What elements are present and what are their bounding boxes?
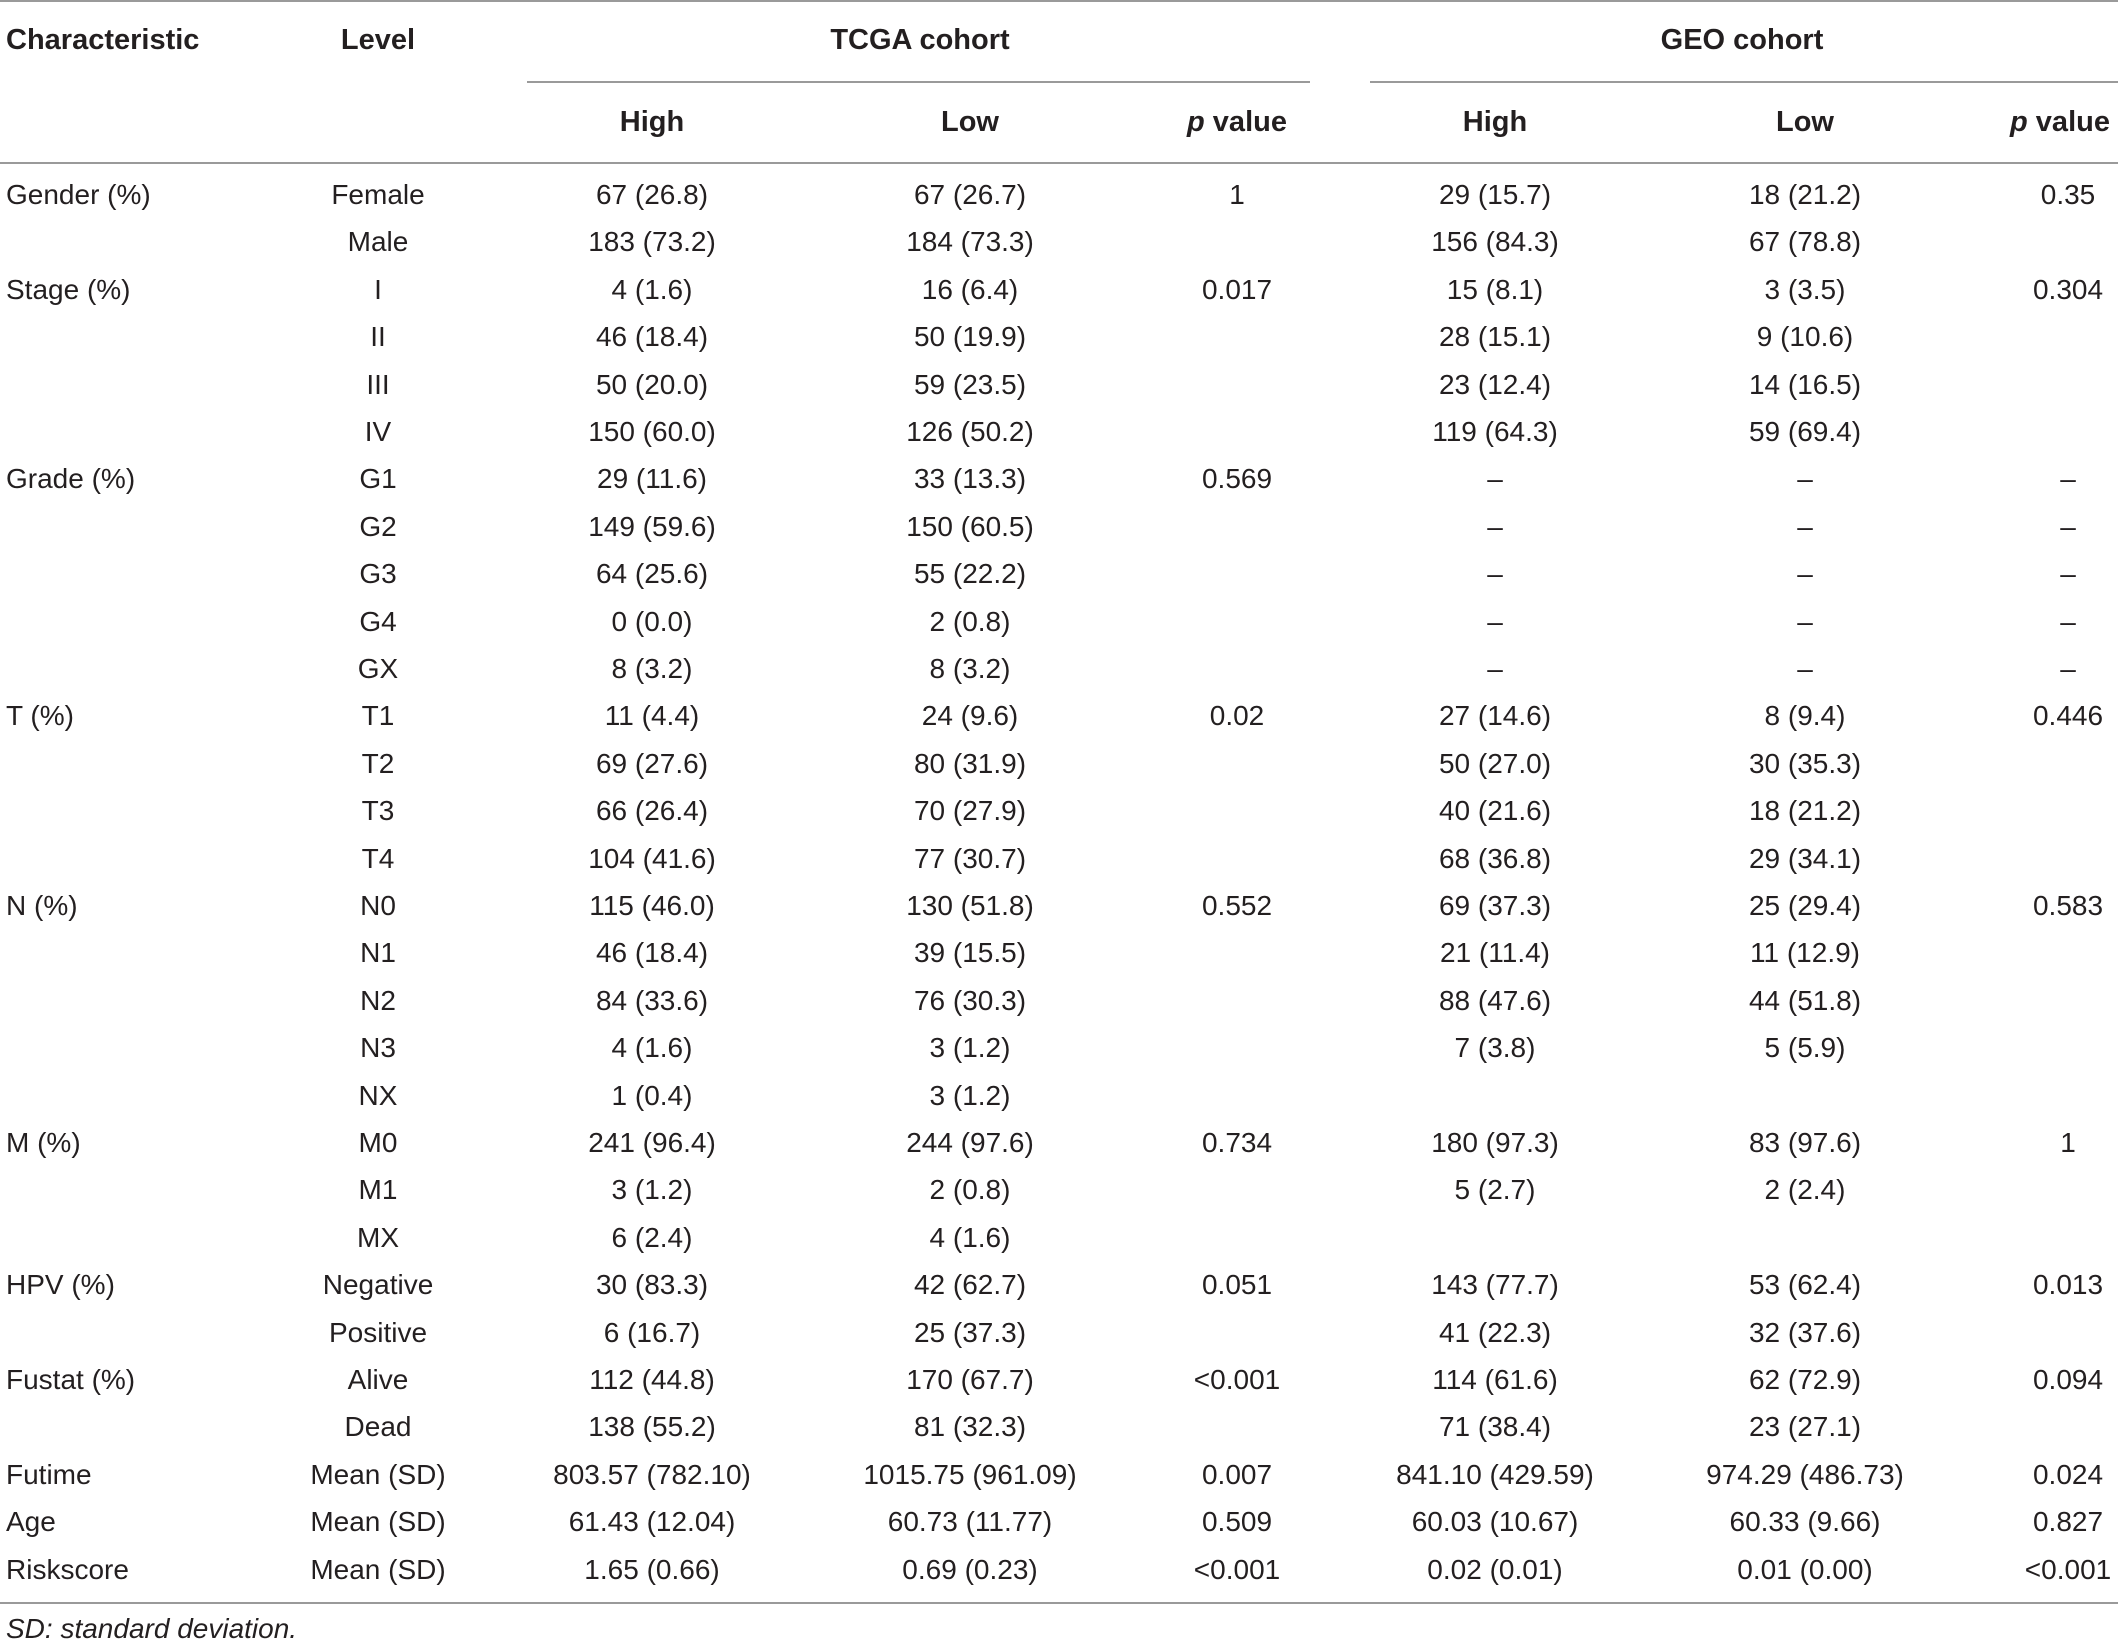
- table-row: [0, 503, 2118, 550]
- cell-geo-high-text: 5 (2.7): [1454, 1174, 1536, 1206]
- cell-geo-p-value-text: 0.827: [2032, 1506, 2104, 1538]
- cell-geo-low-text: 14 (16.5): [1748, 368, 1862, 400]
- cell-geo-high-text: 60.03 (10.67): [1411, 1506, 1579, 1538]
- cell-level-text: Dead: [344, 1411, 412, 1443]
- header-geo-text: GEO cohort: [1660, 24, 1824, 56]
- cell-tcga-low-text: 2 (0.8): [929, 1174, 1011, 1206]
- table-row: [0, 882, 2118, 929]
- cell-geo-low-text: –: [1797, 510, 1813, 542]
- cell-tcga-high-text: 241 (96.4): [588, 1127, 716, 1158]
- table-row: [0, 1309, 2118, 1356]
- cell-level-text: Positive: [328, 1316, 428, 1348]
- cell-tcga-high-text: 6 (2.4): [611, 1221, 693, 1253]
- table-row: [0, 1072, 2118, 1119]
- cell-geo-low-text: –: [1797, 558, 1813, 590]
- footnote: SD: standard deviation.: [6, 1613, 298, 1644]
- cell-tcga-high-text: 3 (1.2): [611, 1174, 693, 1206]
- cell-tcga-low-text: 244 (97.6): [906, 1127, 1034, 1158]
- cell-geo-high-text: 29 (15.7): [1438, 179, 1552, 210]
- cell-geo-high-text: –: [1487, 558, 1503, 590]
- cell-characteristic-text: Age: [6, 1506, 56, 1538]
- table-row: [0, 1356, 2118, 1403]
- cell-tcga-high-text: 149 (59.6): [588, 510, 716, 542]
- cell-geo-low-text: 23 (27.1): [1748, 1411, 1862, 1443]
- cell-tcga-high-text: 30 (83.3): [595, 1269, 709, 1301]
- cell-geo-low-text: 44 (51.8): [1748, 984, 1862, 1016]
- cell-geo-high-text: 119 (64.3): [1432, 416, 1558, 447]
- cell-level-text: G1: [359, 463, 397, 495]
- cell-level-text: II: [370, 321, 386, 353]
- table-row: [0, 1214, 2118, 1261]
- table-row: [0, 1451, 2118, 1498]
- cell-geo-high-text: 28 (15.1): [1438, 321, 1552, 353]
- table-row: [0, 408, 2118, 455]
- cell-tcga-high-text: 4 (1.6): [611, 273, 693, 305]
- cell-level-text: T1: [361, 700, 395, 732]
- cell-characteristic-text: Fustat (%): [6, 1364, 136, 1395]
- cell-level-text: N2: [360, 984, 396, 1016]
- cell-geo-low-text: 9 (10.6): [1756, 321, 1854, 353]
- table-row: [0, 787, 2118, 834]
- cell-geo-p-value-text: 0.094: [2032, 1364, 2104, 1395]
- cell-geo-low-text: 2 (2.4): [1764, 1174, 1846, 1206]
- table-row: [0, 1119, 2118, 1166]
- cell-level-text: N3: [360, 1032, 396, 1064]
- cell-tcga-high-text: 104 (41.6): [588, 842, 716, 874]
- cell-tcga-low-text: 4 (1.6): [929, 1221, 1011, 1253]
- cell-characteristic: [6, 882, 78, 929]
- cell-level-text: G4: [359, 605, 397, 637]
- cell-tcga-high-text: 46 (18.4): [595, 321, 709, 353]
- cell-tcga-low-text: 184 (73.3): [906, 226, 1034, 258]
- cell-level-text: Negative: [322, 1269, 434, 1301]
- cell-tcga-low-text: 8 (3.2): [929, 653, 1011, 684]
- cell-tcga-low-text: 42 (62.7): [913, 1269, 1027, 1301]
- cell-level-text: M0: [358, 1127, 398, 1158]
- cell-level-text: T3: [361, 795, 395, 827]
- cell-level-text: III: [366, 368, 390, 400]
- cell-tcga-high-text: 11 (4.4): [604, 700, 700, 732]
- cell-tcga-low-text: 126 (50.2): [906, 416, 1034, 447]
- cell-tcga-high-text: 46 (18.4): [595, 937, 709, 969]
- cell-tcga-high-text: 0 (0.0): [611, 605, 693, 637]
- header-level-text: Level: [340, 24, 416, 56]
- cell-geo-high-text: 180 (97.3): [1431, 1127, 1559, 1158]
- table-row: [0, 171, 2118, 218]
- cell-tcga-p-value-text: <0.001: [1193, 1553, 1281, 1585]
- cell-tcga-p-value-text: 0.051: [1201, 1269, 1273, 1301]
- table-row: [0, 835, 2118, 882]
- cell-tcga-high-text: 8 (3.2): [611, 653, 693, 684]
- cell-geo-low-text: 60.33 (9.66): [1729, 1506, 1881, 1538]
- cell-level-text: IV: [364, 416, 392, 447]
- cell-characteristic: [6, 1261, 115, 1308]
- cell-tcga-low-text: 81 (32.3): [913, 1411, 1027, 1443]
- cell-tcga-low-text: 59 (23.5): [913, 368, 1027, 400]
- table-row: [0, 692, 2118, 739]
- cell-level-text: M1: [358, 1174, 398, 1206]
- cell-geo-p-value-text: 0.583: [2032, 890, 2104, 921]
- table-row: [0, 266, 2118, 313]
- cell-geo-high-text: 69 (37.3): [1438, 890, 1552, 921]
- cell-tcga-high-text: 64 (25.6): [595, 558, 709, 590]
- cell-geo-p-value-text: –: [2060, 653, 2076, 684]
- cell-tcga-p-value-text: 0.552: [1201, 890, 1273, 921]
- cell-geo-high-text: 71 (38.4): [1438, 1411, 1552, 1443]
- cell-tcga-p-value-text: <0.001: [1193, 1364, 1281, 1395]
- cell-geo-low-text: 974.29 (486.73): [1706, 1458, 1904, 1490]
- table-row: [0, 455, 2118, 502]
- header-tcga-p-value-text: [1187, 106, 1287, 139]
- cell-level-text: Mean (SD): [310, 1458, 446, 1490]
- cell-geo-high-text: 15 (8.1): [1446, 273, 1544, 305]
- cell-tcga-low-text: 80 (31.9): [913, 747, 1027, 779]
- cell-geo-low-text: 59 (69.4): [1748, 416, 1862, 447]
- cell-tcga-high-text: 183 (73.2): [588, 226, 716, 258]
- cell-geo-low-text: 11 (12.9): [1750, 937, 1860, 969]
- cell-level-text: NX: [358, 1079, 398, 1111]
- header-tcga-text: TCGA cohort: [830, 24, 1010, 56]
- cell-tcga-low-text: 0.69 (0.23): [902, 1553, 1038, 1585]
- cell-tcga-p-value-text: 0.509: [1201, 1506, 1273, 1538]
- cell-tcga-high-text: 50 (20.0): [595, 368, 709, 400]
- cell-geo-high-text: 23 (12.4): [1438, 368, 1552, 400]
- table-row: [0, 645, 2118, 692]
- cell-level-text: G3: [359, 558, 397, 590]
- cell-level-text: N1: [360, 937, 396, 969]
- cell-geo-p-value-text: –: [2060, 510, 2076, 542]
- cell-level-text: I: [374, 273, 382, 305]
- cell-geo-high-text: 114 (61.6): [1432, 1364, 1558, 1395]
- p-rest: value: [2027, 106, 2110, 138]
- cell-tcga-low-text: 170 (67.7): [906, 1364, 1034, 1395]
- table-row: [0, 1498, 2118, 1545]
- cell-characteristic-text: HPV (%): [6, 1269, 115, 1301]
- cell-tcga-high-text: 66 (26.4): [595, 795, 709, 827]
- cell-characteristic: [6, 1451, 92, 1498]
- table-row: [0, 1403, 2118, 1450]
- top-rule: [0, 0, 2118, 2]
- cell-characteristic-text: Futime: [6, 1458, 92, 1490]
- header-geo-low-text: Low: [1776, 106, 1834, 138]
- cell-geo-low-text: 18 (21.2): [1748, 179, 1862, 210]
- cell-tcga-low-text: 3 (1.2): [929, 1032, 1011, 1064]
- cell-geo-low-text: 3 (3.5): [1764, 273, 1846, 305]
- cell-characteristic-text: T (%): [6, 700, 74, 732]
- cell-tcga-high-text: 1.65 (0.66): [584, 1553, 720, 1585]
- cell-tcga-low-text: 16 (6.4): [921, 273, 1019, 305]
- cell-level-text: Female: [331, 179, 425, 210]
- cell-characteristic-text: N (%): [6, 890, 78, 921]
- cell-geo-high-text: 41 (22.3): [1438, 1316, 1552, 1348]
- cell-tcga-low-text: 60.73 (11.77): [887, 1506, 1053, 1538]
- table-row: [0, 361, 2118, 408]
- cell-geo-p-value-text: –: [2060, 463, 2076, 495]
- cell-geo-high-text: 88 (47.6): [1438, 984, 1552, 1016]
- cell-geo-p-value-text: <0.001: [2024, 1553, 2112, 1585]
- cell-tcga-low-text: 76 (30.3): [913, 984, 1027, 1016]
- cell-geo-low-text: 30 (35.3): [1748, 747, 1862, 779]
- p-rest: value: [1204, 106, 1287, 138]
- cell-geo-high-text: 27 (14.6): [1438, 700, 1552, 732]
- cell-tcga-low-text: 39 (15.5): [913, 937, 1027, 969]
- cell-tcga-high-text: 84 (33.6): [595, 984, 709, 1016]
- cell-geo-low-text: 18 (21.2): [1748, 795, 1862, 827]
- cell-level-text: T2: [361, 747, 395, 779]
- header-tcga-high-text: High: [619, 106, 685, 138]
- header-tcga-low-text: Low: [941, 106, 999, 138]
- cell-tcga-high-text: 29 (11.6): [597, 463, 707, 495]
- cell-level-text: G2: [359, 510, 397, 542]
- cell-geo-high-text: –: [1487, 653, 1503, 684]
- header-geo-high-text: High: [1462, 106, 1528, 138]
- cell-geo-p-value-text: 1: [2060, 1127, 2076, 1158]
- cell-geo-low-text: 67 (78.8): [1748, 226, 1862, 258]
- cell-characteristic-text: Stage (%): [6, 273, 131, 305]
- cell-tcga-low-text: 2 (0.8): [929, 605, 1011, 637]
- table-row: [0, 313, 2118, 360]
- cell-geo-high-text: 143 (77.7): [1431, 1269, 1559, 1301]
- cell-tcga-low-text: 50 (19.9): [913, 321, 1027, 353]
- cell-geo-high-text: 21 (11.4): [1440, 937, 1550, 969]
- cell-tcga-low-text: 67 (26.7): [913, 179, 1027, 210]
- cell-geo-p-value-text: –: [2060, 605, 2076, 637]
- cell-geo-low-text: 25 (29.4): [1748, 890, 1862, 921]
- table-row: [0, 550, 2118, 597]
- cell-geo-high-text: –: [1487, 605, 1503, 637]
- cell-geo-low-text: 5 (5.9): [1764, 1032, 1846, 1064]
- cell-characteristic-text: Riskscore: [6, 1553, 129, 1585]
- table-row: [0, 598, 2118, 645]
- cell-geo-high-text: 40 (21.6): [1438, 795, 1552, 827]
- p-italic: p: [2010, 106, 2028, 138]
- cell-level-text: T4: [361, 842, 395, 874]
- cell-tcga-high-text: 803.57 (782.10): [553, 1458, 751, 1490]
- tcga-group-rule: [527, 81, 1310, 83]
- bottom-rule: [0, 1602, 2118, 1604]
- cell-geo-p-value-text: 0.446: [2032, 700, 2104, 732]
- header-geo-p-value-text: [2010, 106, 2110, 139]
- cell-tcga-low-text: 1015.75 (961.09): [863, 1458, 1077, 1490]
- cell-characteristic: [6, 455, 135, 502]
- table-row: [0, 1024, 2118, 1071]
- cell-tcga-high-text: 1 (0.4): [611, 1079, 693, 1111]
- cell-tcga-low-text: 70 (27.9): [913, 795, 1027, 827]
- cell-geo-p-value-text: 0.304: [2032, 273, 2104, 305]
- cell-geo-high-text: 0.02 (0.01): [1427, 1553, 1563, 1585]
- geo-group-rule: [1370, 81, 2118, 83]
- table-row: [0, 977, 2118, 1024]
- cell-characteristic: [6, 1546, 129, 1593]
- cell-tcga-p-value-text: 0.007: [1201, 1458, 1273, 1490]
- cell-geo-p-value-text: 0.013: [2032, 1269, 2104, 1301]
- cell-tcga-high-text: 150 (60.0): [588, 416, 716, 447]
- cell-tcga-low-text: 150 (60.5): [906, 510, 1034, 542]
- cell-geo-low-text: 83 (97.6): [1748, 1127, 1862, 1158]
- cell-geo-low-text: 32 (37.6): [1748, 1316, 1862, 1348]
- cell-characteristic-text: Grade (%): [6, 463, 136, 495]
- cell-tcga-high-text: 6 (16.7): [603, 1316, 701, 1348]
- table-row: [0, 218, 2118, 265]
- cell-level-text: Alive: [347, 1364, 409, 1395]
- cell-geo-low-text: 0.01 (0.00): [1737, 1553, 1873, 1585]
- cell-tcga-high-text: 112 (44.8): [589, 1364, 715, 1395]
- cell-tcga-high-text: 61.43 (12.04): [568, 1506, 736, 1538]
- cell-tcga-low-text: 3 (1.2): [929, 1079, 1011, 1111]
- cell-tcga-p-value-text: 0.734: [1201, 1127, 1273, 1158]
- cell-level-text: GX: [357, 653, 399, 684]
- cell-tcga-low-text: 130 (51.8): [906, 890, 1034, 921]
- cell-tcga-high-text: 115 (46.0): [589, 890, 715, 921]
- table-row: [0, 929, 2118, 976]
- cell-tcga-high-text: 138 (55.2): [588, 1411, 716, 1443]
- cell-characteristic: [6, 1119, 81, 1166]
- cell-tcga-low-text: 33 (13.3): [913, 463, 1027, 495]
- cell-tcga-low-text: 24 (9.6): [921, 700, 1019, 732]
- p-italic: p: [1187, 106, 1205, 138]
- cell-characteristic: [6, 266, 131, 313]
- cell-tcga-p-value-text: 0.017: [1201, 273, 1273, 305]
- table-row: [0, 740, 2118, 787]
- cell-characteristic: [6, 171, 151, 218]
- cell-tcga-low-text: 55 (22.2): [913, 558, 1027, 590]
- cell-tcga-p-value-text: 0.02: [1209, 700, 1265, 732]
- cell-geo-high-text: 841.10 (429.59): [1396, 1458, 1594, 1490]
- cell-geo-p-value-text: 0.35: [2040, 179, 2096, 210]
- cell-geo-low-text: –: [1797, 605, 1813, 637]
- cell-tcga-p-value-text: 1: [1229, 179, 1245, 210]
- cell-characteristic-text: M (%): [6, 1127, 81, 1158]
- cell-tcga-high-text: 67 (26.8): [595, 179, 709, 210]
- cell-geo-low-text: 8 (9.4): [1764, 700, 1846, 732]
- cell-geo-high-text: 156 (84.3): [1431, 226, 1559, 258]
- cell-level-text: Mean (SD): [310, 1553, 446, 1585]
- cell-tcga-p-value-text: 0.569: [1201, 463, 1273, 495]
- cell-characteristic: [6, 1356, 135, 1403]
- header-characteristic: Characteristic: [6, 24, 200, 56]
- cell-tcga-high-text: 69 (27.6): [595, 747, 709, 779]
- cell-characteristic: [6, 692, 74, 739]
- cell-geo-high-text: 68 (36.8): [1438, 842, 1552, 874]
- cell-level-text: Mean (SD): [310, 1506, 446, 1538]
- table-row: [0, 1546, 2118, 1593]
- cell-tcga-high-text: 4 (1.6): [611, 1032, 693, 1064]
- cell-tcga-low-text: 77 (30.7): [913, 842, 1027, 874]
- cell-geo-low-text: –: [1797, 653, 1813, 684]
- cell-geo-high-text: –: [1487, 463, 1503, 495]
- cell-level-text: N0: [360, 890, 396, 921]
- cell-geo-p-value-text: 0.024: [2032, 1458, 2104, 1490]
- cell-geo-p-value-text: –: [2060, 558, 2076, 590]
- cell-geo-low-text: 62 (72.9): [1748, 1364, 1862, 1395]
- header-bottom-rule: [0, 162, 2118, 164]
- cell-tcga-low-text: 25 (37.3): [913, 1316, 1027, 1348]
- cell-characteristic: [6, 1498, 56, 1545]
- cell-level-text: MX: [357, 1221, 399, 1253]
- cell-characteristic-text: Gender (%): [6, 179, 151, 210]
- cell-geo-low-text: 53 (62.4): [1748, 1269, 1862, 1301]
- cell-geo-high-text: 50 (27.0): [1438, 747, 1552, 779]
- table-row: [0, 1261, 2118, 1308]
- cell-geo-low-text: –: [1797, 463, 1813, 495]
- cell-level-text: Male: [347, 226, 409, 258]
- table-row: [0, 1166, 2118, 1213]
- cell-geo-low-text: 29 (34.1): [1748, 842, 1862, 874]
- cell-geo-high-text: 7 (3.8): [1454, 1032, 1536, 1064]
- cell-geo-high-text: –: [1487, 510, 1503, 542]
